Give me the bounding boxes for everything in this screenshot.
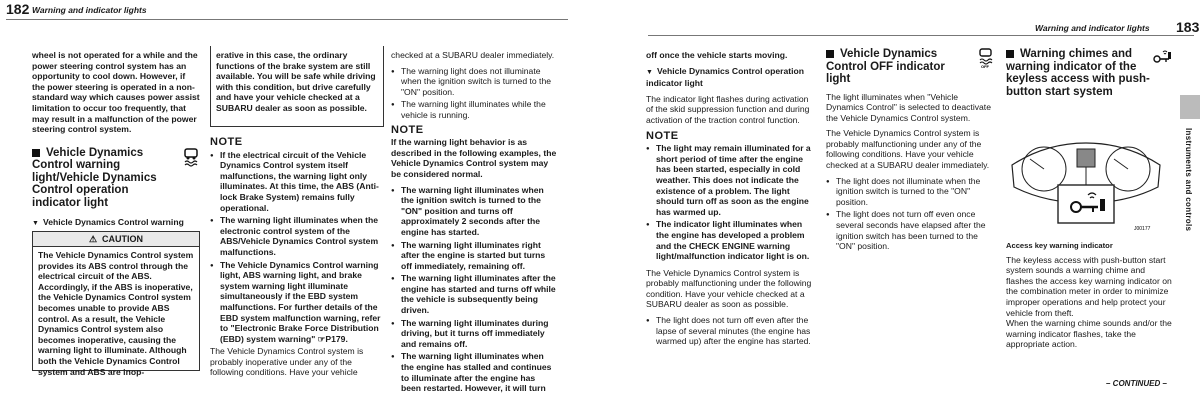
vdc-off-paragraph: The light illuminates when "Vehicle Dynamics Control" is selected to deactivate the Vehicle Dynamics Control system. xyxy=(826,91,991,123)
vdc-off-malfunction-paragraph: The Vehicle Dynamics Control system is probably malfunctioning under any of the following conditions. Have your vehicle checked at a SUBARU dealer immediately. xyxy=(826,128,990,171)
square-bullet-icon xyxy=(32,149,40,157)
note-list xyxy=(210,150,382,345)
warning-triangle-icon: ⚠ xyxy=(88,234,98,244)
vdc-section-heading: Vehicle Dynamics Control warning light/Vehicle Dynamics Control operation indicator light xyxy=(32,146,157,209)
right-column-1 xyxy=(646,50,812,349)
right-column-2 xyxy=(826,48,994,254)
vdc-skid-car-icon xyxy=(182,147,200,167)
continued-marker: – CONTINUED – xyxy=(1106,379,1167,388)
keyless-paragraph: The keyless access with push-button start system sounds a warning chime and flashes the access key warning indicator on the combination meter in order to minimize improper operations and help protect your vehicle from theft. xyxy=(1006,254,1172,318)
indicator-paragraph: The indicator light flashes during activation of the skid suppression function and during activation of the traction control function. xyxy=(646,93,810,125)
note-label: NOTE xyxy=(646,129,679,142)
right-page-title: Warning and indicator lights xyxy=(1035,23,1150,33)
right-page-number: 183 xyxy=(1176,19,1200,35)
keyless-action-paragraph: When the warning chime sounds and/or the warning indicator flashes, take the appropriate action. xyxy=(1006,318,1172,350)
note-item: ● The warning light illuminates when the engine has stalled and continues to illuminate after the engine has been restarted. However, it will turn xyxy=(401,351,557,393)
continued-note-text: off once the vehicle starts moving. xyxy=(646,50,788,60)
condition-item: ● The warning light does not illuminate when the ignition switch is turned to the "ON" position. xyxy=(401,66,557,98)
condition-item: ● The light does not turn off even after the lapse of several minutes (the engine has warmed up) after the engine has started. xyxy=(656,315,812,347)
note-label: NOTE xyxy=(391,123,424,136)
continued-paragraph: checked at a SUBARU dealer immediately. xyxy=(391,50,555,60)
vdc-warning-subheading: ▼ Vehicle Dynamics Control warning xyxy=(32,217,184,228)
right-header-rule xyxy=(648,35,1194,36)
vdc-off-heading: Vehicle Dynamics Control OFF indicator light xyxy=(826,48,945,85)
note-item: ● The warning light illuminates when the ignition switch is turned to the "ON" position and turns off approximately 2 seconds after the engine has started. xyxy=(401,185,557,238)
caution-box-continued: erative in this case, the ordinary functions of the brake system are still available. You will be safe while driving with this condition, but drive carefully and have your vehicle checked at a SUBARU dealer as soon as possible. xyxy=(210,46,384,127)
note-item: ● The light may remain illuminated for a short period of time after the engine has been started, especially in cold weather. This does not indicate the existence of a problem. The light should turn off as soon as the engine has warmed up. xyxy=(656,143,812,217)
square-bullet-icon xyxy=(826,50,834,58)
right-column-3-body xyxy=(1006,241,1172,355)
figure-caption: Access key warning indicator xyxy=(1006,241,1113,250)
left-column-2 xyxy=(210,133,382,383)
section-tab-marker xyxy=(1180,95,1200,119)
condition-list xyxy=(646,315,812,347)
left-header-rule xyxy=(6,19,568,20)
svg-text:OFF: OFF xyxy=(981,64,989,68)
note-intro: If the warning light behavior is as described in the following examples, the Vehicle Dynamics Control system may be considered normal. xyxy=(391,137,557,179)
malfunction-paragraph: The Vehicle Dynamics Control system is probably malfunctioning under the following condition. Have your vehicle checked at a SUBARU dealer as soon as possible. xyxy=(646,267,812,310)
vdc-indicator-subheading: ▼ Vehicle Dynamics Control operation indicator light xyxy=(646,65,805,89)
access-key-icon xyxy=(1152,50,1172,64)
left-column-1 xyxy=(32,50,200,245)
vdc-section-heading-wrap xyxy=(32,147,200,210)
note-item: ● If the electrical circuit of the Vehicle Dynamics Control system itself malfunctions, the warning light only illuminates. At this time, the ABS (Anti-lock Brake System) remains fully operational. xyxy=(220,150,382,214)
keyless-heading-wrap xyxy=(1006,48,1172,98)
right-column-3 xyxy=(1006,48,1172,98)
caution-header xyxy=(32,231,200,247)
note-item: ● The indicator light illuminates when the engine has developed a problem and the CHECK ENGINE warning light/malfunction indicator light is on. xyxy=(656,219,812,261)
keyless-heading: Warning chimes and warning indicator of the keyless access with push-button start system xyxy=(1006,48,1150,98)
note-label: NOTE xyxy=(210,136,243,148)
section-side-label: Instruments and controls xyxy=(1184,128,1193,232)
condition-item: ● The light does not turn off even once several seconds have elapsed after the ignition switch has been turned to the "ON" position. xyxy=(836,209,994,251)
vdc-off-heading-wrap xyxy=(826,48,994,86)
condition-list xyxy=(391,66,557,121)
vdc-off-icon xyxy=(978,48,994,68)
note-item: ● The Vehicle Dynamics Control warning light, ABS warning light, and brake system warning light illuminate simultaneously if the EBD system malfunctions. For further details of the EBD system malfunction warning, refer to "Electronic Brake Force Distribution (EBD) system warning" ☞P179. xyxy=(220,260,382,345)
intro-paragraph: wheel is not operated for a while and the power steering control system has an opportunity to cool down. However, if the power steering is operated in a non-standard way which causes power assist limitation to occur too frequently, that may result in a malfunction of the power steering control system. xyxy=(32,50,200,135)
note-item: ● The warning light illuminates right after the engine is started but turns off immediately, remaining off. xyxy=(401,240,557,272)
condition-item: ● The light does not illuminate when the ignition switch is turned to the "ON" position. xyxy=(836,176,994,208)
conditions-paragraph: The Vehicle Dynamics Control system is probably inoperative under any of the following conditions. Have your vehicle xyxy=(210,346,364,378)
square-bullet-icon xyxy=(1006,50,1014,58)
note-item: ● The warning light illuminates after the engine has started and turns off while the vehicle is subsequently being driven. xyxy=(401,273,557,315)
left-column-3 xyxy=(391,50,557,396)
combination-meter-figure xyxy=(1006,125,1166,233)
condition-list xyxy=(826,176,994,252)
condition-item: ● The warning light illuminates while the vehicle is running. xyxy=(401,99,557,120)
note-item: ● The warning light illuminates when the electronic control system of the ABS/Vehicle Dynamics Control system malfunctions. xyxy=(220,215,382,257)
note-list xyxy=(646,143,812,262)
left-page-title: Warning and indicator lights xyxy=(32,5,147,15)
caution-label: CAUTION xyxy=(102,234,144,244)
note-item: ● The warning light illuminates during driving, but it turns off immediately and remains off. xyxy=(401,318,557,350)
caution-box: The Vehicle Dynamics Control system provides its ABS control through the electrical circuit of the ABS. Accordingly, if the ABS is inoperative, the Vehicle Dynamics Control system becomes unable to provide ABS control. As a result, the Vehicle Dynamics Control system also becomes inoperative, causing the warning light to illuminate. Although both the Vehicle Dynamics Control system and ABS are inop- xyxy=(32,246,200,371)
note-list xyxy=(391,185,557,394)
left-page-number: 182 xyxy=(6,1,30,17)
figure-code: J00177 xyxy=(1134,226,1151,232)
